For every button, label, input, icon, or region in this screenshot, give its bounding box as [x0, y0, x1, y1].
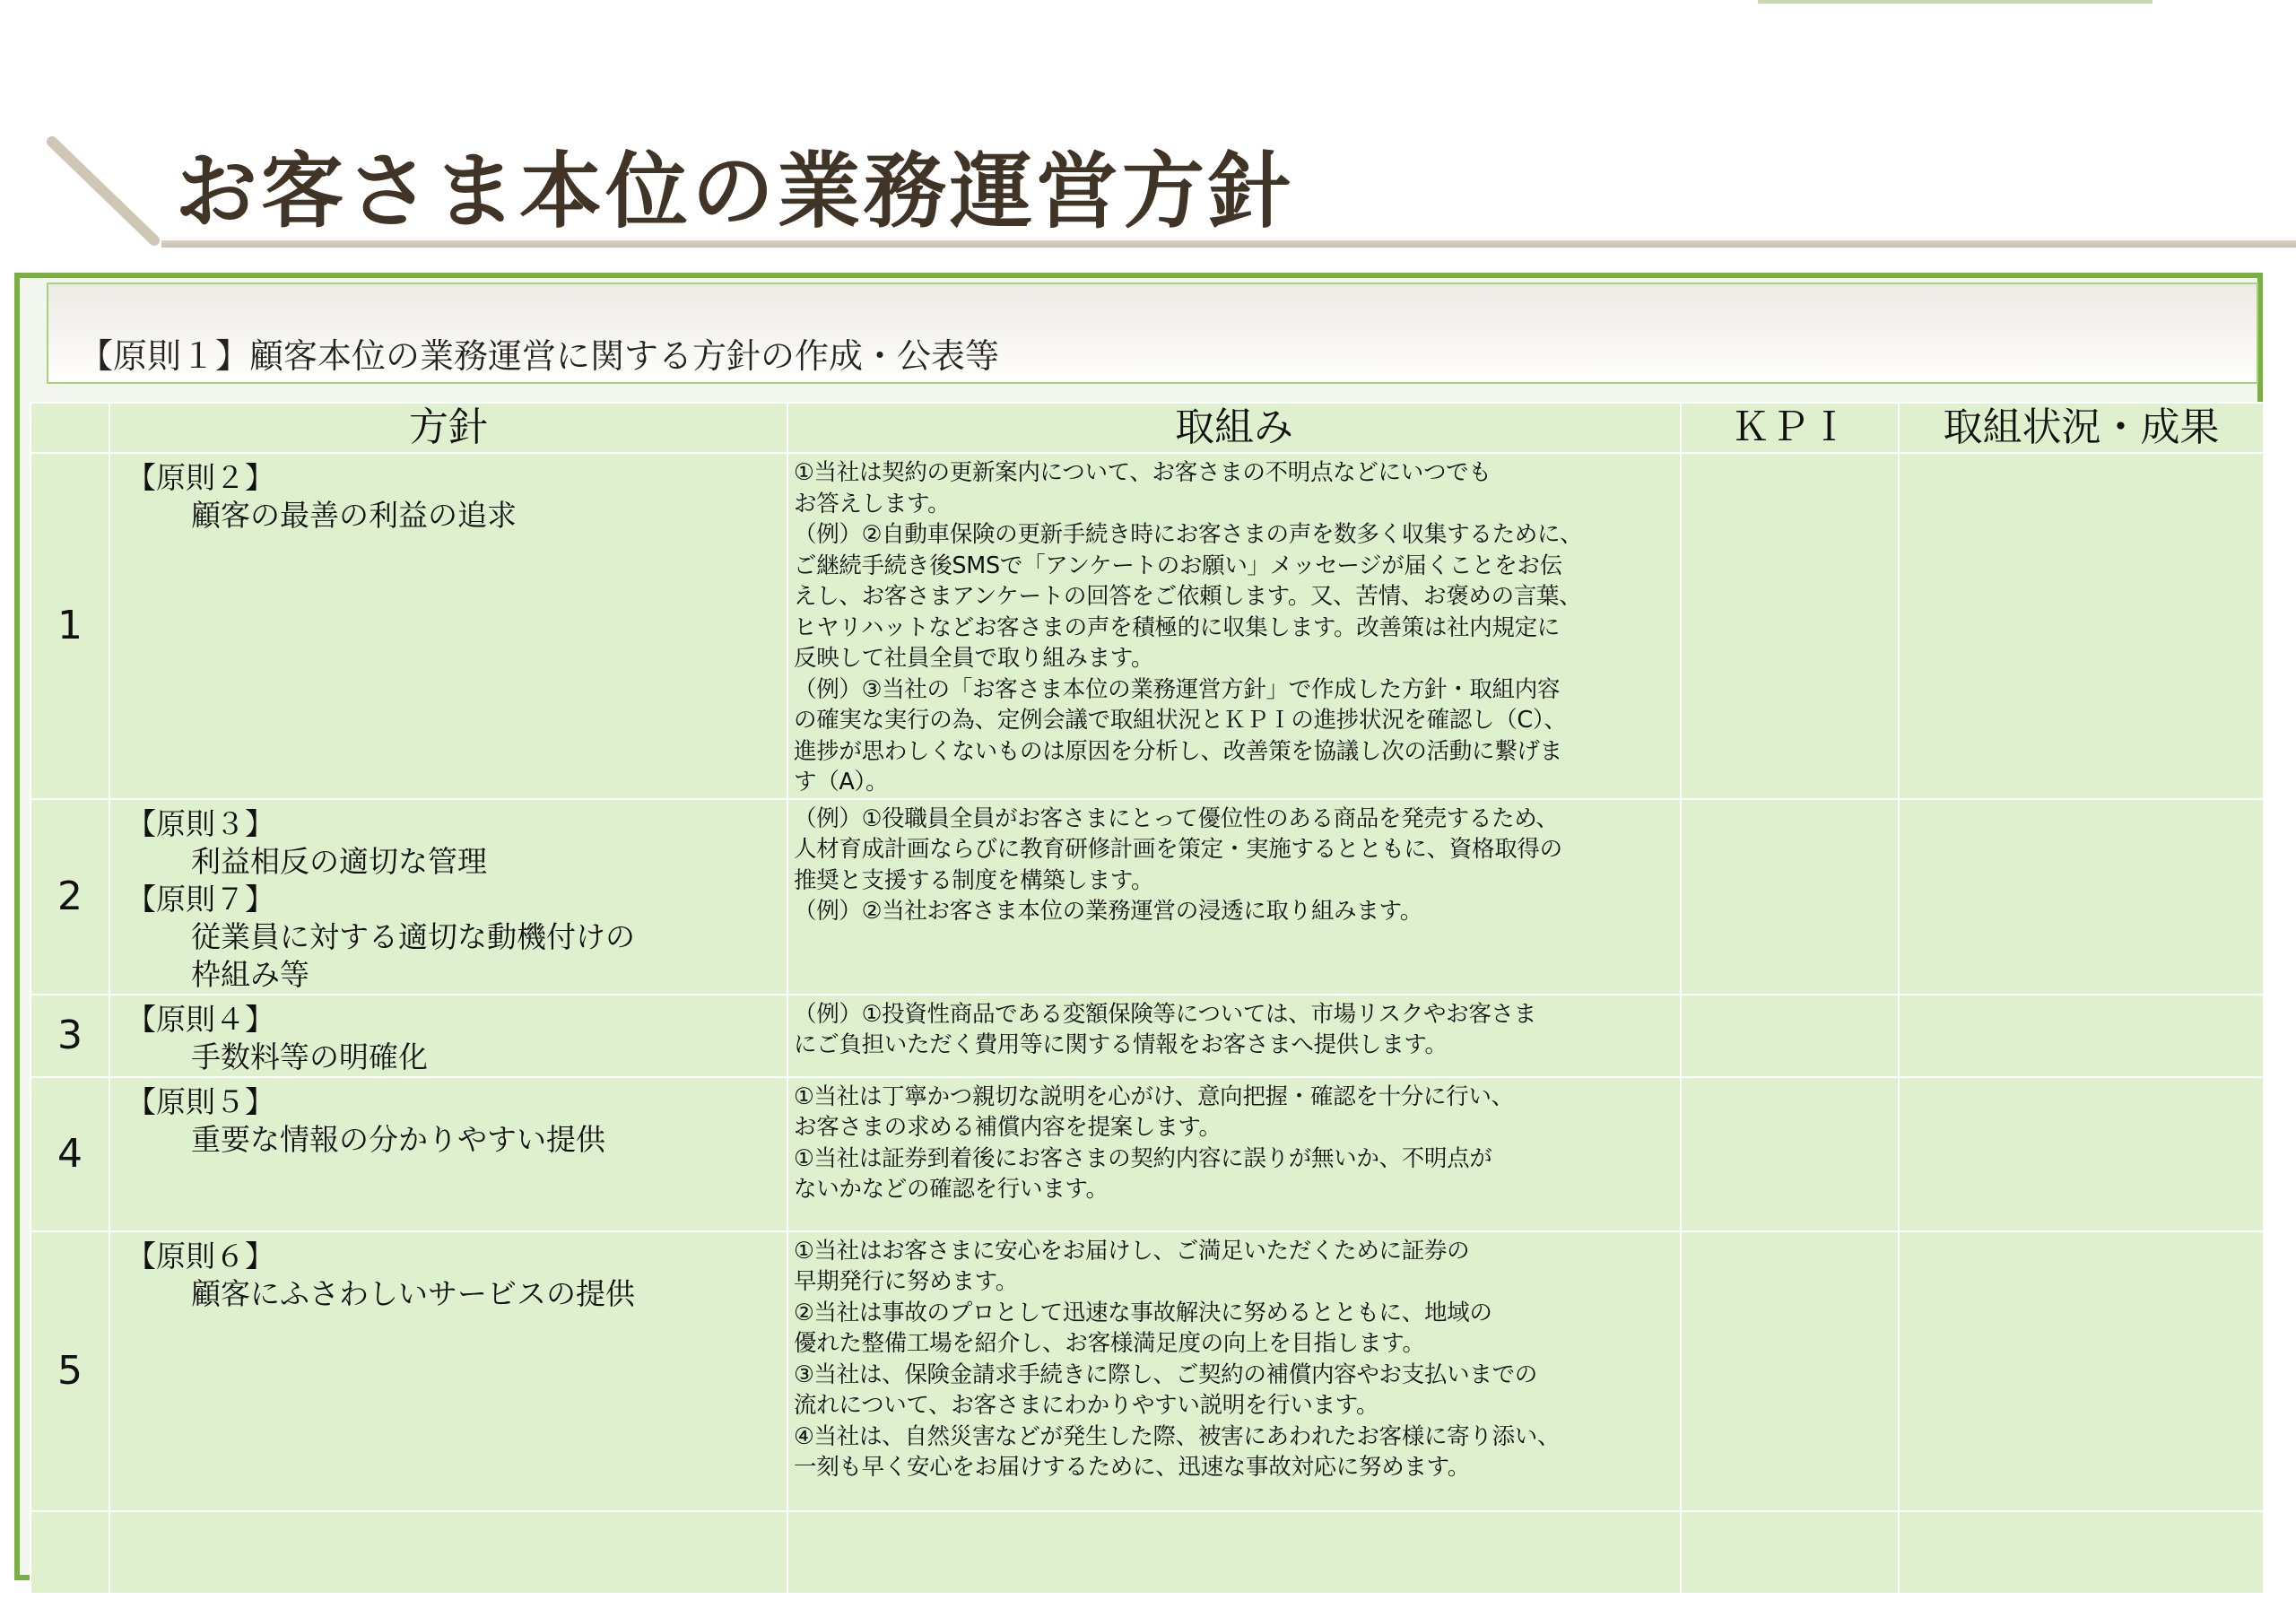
action-line: す（A）。 [794, 769, 889, 795]
action-line: 人材育成計画ならびに教育研修計画を策定・実施するとともに、資格取得の [794, 836, 1562, 863]
principle-title: 顧客にふさわしいサービスの提供 [191, 1275, 635, 1311]
actions-cell [787, 453, 1681, 799]
action-line: ②当社は事故のプロとして迅速な事故解決に努めるとともに、地域の [794, 1299, 1492, 1326]
principle-title: 枠組み等 [191, 956, 309, 992]
action-line: ①当社は丁寧かつ親切な説明を心がけ、意向把握・確認を十分に行い、 [794, 1082, 1514, 1110]
policy-cell [109, 799, 787, 995]
table-row [30, 1077, 2264, 1231]
actions-cell [787, 1511, 1681, 1594]
principle-title: 顧客の最善の利益の追求 [191, 498, 517, 533]
policy-cell [109, 1511, 787, 1594]
principle-title: 重要な情報の分かりやすい提供 [191, 1121, 605, 1157]
action-line: （例）①投資性商品である変額保険等については、市場リスクやお客さま [794, 1000, 1536, 1028]
kpi-cell [1681, 1511, 1899, 1594]
action-line: えし、お客さまアンケートの回答をご依頼します。又、苦情、お褒めの言葉、 [794, 583, 1582, 610]
row-number: 4 [30, 1077, 109, 1231]
policy-cell [109, 995, 787, 1077]
action-line: 推奨と支援する制度を構築します。 [794, 866, 1154, 894]
kpi-cell [1681, 799, 1899, 995]
kpi-cell [1681, 995, 1899, 1077]
principle-label: 【原則５】 [126, 1083, 274, 1119]
row-number: 3 [30, 995, 109, 1077]
header-policy: 方針 [109, 403, 787, 453]
principle-label: 【原則２】 [126, 460, 274, 495]
status-cell [1899, 453, 2264, 799]
action-line: （例）②当社お客さま本位の業務運営の浸透に取り組みます。 [794, 898, 1422, 925]
status-cell [1899, 1077, 2264, 1231]
policy-table [30, 402, 2265, 1595]
policy-cell [109, 1231, 787, 1511]
header-actions: 取組み [787, 403, 1681, 453]
row-number: 5 [30, 1231, 109, 1511]
table-row [30, 799, 2264, 995]
actions-cell [787, 995, 1681, 1077]
top-accent-bar [1758, 0, 2152, 4]
action-line: ないかなどの確認を行います。 [794, 1176, 1109, 1203]
policy-cell [109, 453, 787, 799]
action-line: お客さまの求める補償内容を提案します。 [794, 1114, 1222, 1141]
header-kpi: ＫＰＩ [1681, 403, 1899, 453]
actions-cell [787, 1077, 1681, 1231]
action-line: 一刻も早く安心をお届けするために、迅速な事故対応に努めます。 [794, 1454, 1470, 1481]
table-row [30, 995, 2264, 1077]
policy-cell [109, 1077, 787, 1231]
principle-label: 【原則６】 [126, 1238, 274, 1274]
principle1-text: 【原則１】顧客本位の業務運営に関する方針の作成・公表等 [79, 336, 1000, 376]
table-header-row [30, 403, 2264, 453]
table-row [30, 1231, 2264, 1511]
title-underline [161, 240, 2296, 248]
table-row [30, 453, 2264, 799]
status-cell [1899, 995, 2264, 1077]
row-number: 2 [30, 799, 109, 995]
principle-label: 【原則３】 [126, 805, 274, 841]
action-line: ①当社は契約の更新案内について、お客さまの不明点などにいつでも [794, 459, 1492, 486]
actions-cell [787, 1231, 1681, 1511]
principle-label: 【原則７】 [126, 881, 274, 917]
kpi-cell [1681, 1077, 1899, 1231]
action-line: 流れについて、お客さまにわかりやすい説明を行います。 [794, 1392, 1379, 1419]
action-line: の確実な実行の為、定例会議で取組状況とＫＰＩの進捗状況を確認し（C）、 [794, 707, 1567, 734]
table-row [30, 1511, 2264, 1594]
page-title: お客さま本位の業務運営方針 [175, 143, 1295, 239]
header-number [30, 403, 109, 453]
action-line: 反映して社員全員で取り組みます。 [794, 645, 1154, 672]
principle-title: 手数料等の明確化 [191, 1039, 428, 1074]
kpi-cell [1681, 453, 1899, 799]
action-line: ①当社は証券到着後にお客さまの契約内容に誤りが無いか、不明点が [794, 1144, 1492, 1172]
principle-label: 【原則４】 [126, 1001, 274, 1037]
row-number [30, 1511, 109, 1594]
action-line: ご継続手続き後SMSで「アンケートのお願い」メッセージが届くことをお伝 [794, 552, 1562, 579]
action-line: ③当社は、保険金請求手続きに際し、ご契約の補償内容やお支払いまでの [794, 1361, 1537, 1388]
status-cell [1899, 1231, 2264, 1511]
principle-title: 利益相反の適切な管理 [191, 843, 487, 879]
action-line: 進捗が思わしくないものは原因を分析し、改善策を協議し次の活動に繋げま [794, 737, 1562, 765]
row-number: 1 [30, 453, 109, 799]
action-line: 早期発行に努めます。 [794, 1268, 1018, 1295]
actions-cell [787, 799, 1681, 995]
status-cell [1899, 1511, 2264, 1594]
action-line: （例）③当社の「お客さま本位の業務運営方針」で作成した方針・取組内容 [794, 675, 1561, 703]
action-line: ①当社はお客さまに安心をお届けし、ご満足いただくために証券の [794, 1237, 1470, 1265]
header-status: 取組状況・成果 [1899, 403, 2264, 453]
table-body [30, 453, 2264, 1594]
action-line: お答えします。 [794, 490, 951, 517]
title-slash-decoration [0, 0, 179, 269]
action-line: （例）②自動車保険の更新手続き時にお客さまの声を数多く収集するために、 [794, 521, 1583, 548]
principle-title: 従業員に対する適切な動機付けの [191, 918, 635, 954]
kpi-cell [1681, 1231, 1899, 1511]
status-cell [1899, 799, 2264, 995]
action-line: ヒヤリハットなどお客さまの声を積極的に収集します。改善策は社内規定に [794, 613, 1560, 641]
action-line: 優れた整備工場を紹介し、お客様満足度の向上を目指します。 [794, 1330, 1425, 1357]
action-line: （例）①役職員全員がお客さまにとって優位性のある商品を発売するため、 [794, 804, 1559, 832]
action-line: ④当社は、自然災害などが発生した際、被害にあわれたお客様に寄り添い、 [794, 1422, 1561, 1450]
action-line: にご負担いただく費用等に関する情報をお客さまへ提供します。 [794, 1031, 1448, 1058]
